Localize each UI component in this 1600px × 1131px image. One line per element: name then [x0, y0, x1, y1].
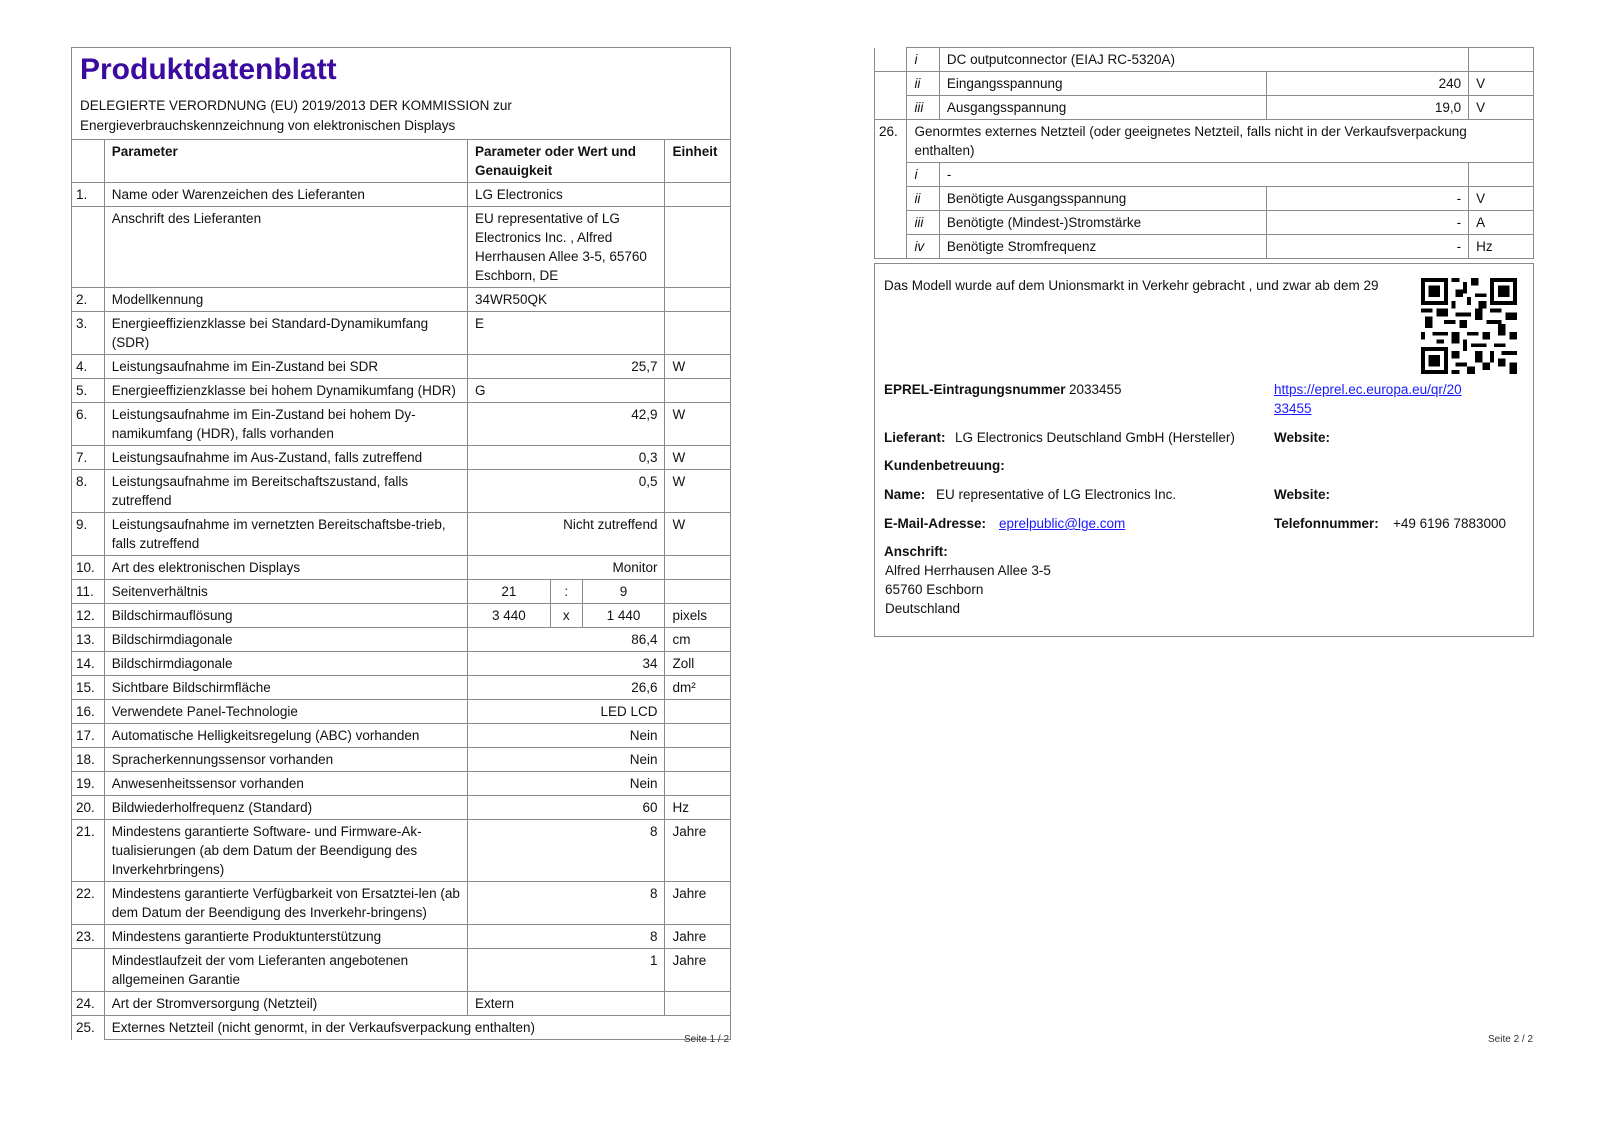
page-2-footer: Seite 2 / 2 [1488, 1034, 1534, 1045]
row-num: 10. [72, 556, 105, 580]
row-unit [665, 312, 731, 355]
row-param: Anwesenheitssensor vorhanden [104, 772, 467, 796]
row-num: 11. [72, 580, 105, 604]
row-num: 15. [72, 676, 105, 700]
table-row [72, 379, 731, 403]
row-param: Benötigte Ausgangsspannung [939, 187, 1266, 211]
row-unit [665, 183, 731, 207]
row-value: 42,9 [468, 403, 665, 446]
row-param: Anschrift des Lieferanten [104, 207, 467, 288]
row-num [875, 48, 907, 72]
table-row [72, 470, 731, 513]
row-unit: Jahre [665, 949, 731, 992]
row-param: Seitenverhältnis [104, 580, 467, 604]
header-num [72, 140, 105, 183]
row-num: 4. [72, 355, 105, 379]
row-index: ii [907, 187, 939, 211]
customer-service-label: Kundenbetreuung: [884, 458, 1005, 473]
row-value: 26,6 [468, 676, 665, 700]
row-unit [665, 748, 731, 772]
row-num: 2. [72, 288, 105, 312]
address-label: Anschrift: [884, 544, 948, 559]
table-row [72, 355, 731, 379]
eprel-info-box [874, 263, 1534, 637]
row-value: 8 [468, 882, 665, 925]
row-num: 25. [72, 1016, 105, 1040]
email-label: E-Mail-Adresse: [884, 516, 987, 531]
table-row [72, 207, 731, 288]
row-unit: Jahre [665, 820, 731, 882]
row-unit: V [1469, 72, 1534, 96]
row-param: Energieeffizienzklasse bei Standard-Dynamikumfang (SDR) [104, 312, 467, 355]
row-unit [665, 772, 731, 796]
row-value-b: 1 440 [582, 604, 665, 628]
row-value: 60 [468, 796, 665, 820]
row-num: 5. [72, 379, 105, 403]
row-param: Spracherkennungssensor vorhanden [104, 748, 467, 772]
table-row [72, 628, 731, 652]
row-param: Bildwiederholfrequenz (Standard) [104, 796, 467, 820]
product-data-table [71, 139, 731, 1040]
eprel-link-line-2[interactable]: 33455 [1274, 401, 1312, 416]
supplier-label: Lieferant: [884, 430, 946, 445]
row-unit [665, 580, 731, 604]
table-row [72, 446, 731, 470]
power-supply-table [874, 47, 1534, 259]
row-index: i [907, 163, 939, 187]
row-num: 20. [72, 796, 105, 820]
header-parameter: Parameter [104, 140, 467, 183]
row-unit: Jahre [665, 925, 731, 949]
row-unit: cm [665, 628, 731, 652]
phone-value: +49 6196 7883000 [1393, 516, 1506, 531]
row-param: Genormtes externes Netzteil (oder geeignetes Netzteil, falls nicht in der Verkaufsverpackung enthalten) [907, 120, 1534, 163]
row-unit [665, 379, 731, 403]
market-date-text: Das Modell wurde auf dem Unionsmarkt in Verkehr gebracht , und zwar ab dem 29 [884, 278, 1379, 293]
row-unit: W [665, 355, 731, 379]
row-value: 0,5 [468, 470, 665, 513]
row-value-a: 3 440 [468, 604, 551, 628]
row-unit: W [665, 470, 731, 513]
row-value: 8 [468, 820, 665, 882]
row-unit: W [665, 513, 731, 556]
email-link[interactable]: eprelpublic@lge.com [999, 516, 1126, 531]
row-value: G [468, 379, 665, 403]
header-value: Parameter oder Wert und Genauigkeit [468, 140, 665, 183]
row-num: 22. [72, 882, 105, 925]
row-index: i [907, 48, 939, 72]
row-num: 12. [72, 604, 105, 628]
table-row [875, 72, 1534, 96]
row-param: Mindestens garantierte Verfügbarkeit von Ersatztei-len (ab dem Datum der Beendigung des Inverkehr-bringens) [104, 882, 467, 925]
row-param: Leistungsaufnahme im Ein-Zustand bei hohem Dy-namikumfang (HDR), falls vorhanden [104, 403, 467, 446]
row-param: Energieeffizienzklasse bei hohem Dynamikumfang (HDR) [104, 379, 467, 403]
table-row [72, 992, 731, 1016]
row-separator: : [550, 580, 582, 604]
row-num: 7. [72, 446, 105, 470]
row-value: 86,4 [468, 628, 665, 652]
row-value: 0,3 [468, 446, 665, 470]
row-num [875, 211, 907, 235]
row-num: 13. [72, 628, 105, 652]
table-row [72, 312, 731, 355]
row-param: Art der Stromversorgung (Netzteil) [104, 992, 467, 1016]
row-unit [1469, 163, 1534, 187]
row-param: Mindestens garantierte Software- und Firmware-Ak-tualisierungen (ab dem Datum der Beendigung des Inverkehrbringens) [104, 820, 467, 882]
row-unit [665, 556, 731, 580]
table-row [72, 403, 731, 446]
row-param: Benötigte (Mindest-)Stromstärke [939, 211, 1266, 235]
row-value: Nein [468, 748, 665, 772]
row-value: LED LCD [468, 700, 665, 724]
row-param: Ausgangsspannung [939, 96, 1266, 120]
row-unit [665, 992, 731, 1016]
table-row [875, 187, 1534, 211]
website-label: Website: [1274, 430, 1331, 445]
regulation-line-2: Energieverbrauchskennzeichnung von elektronischen Displays [80, 117, 456, 133]
address-line-2: 65760 Eschborn [885, 582, 984, 597]
table-row [72, 882, 731, 925]
row-value-b: 9 [582, 580, 665, 604]
row-value: Monitor [468, 556, 665, 580]
row-value: - [1267, 187, 1469, 211]
table-row [72, 949, 731, 992]
row-num: 3. [72, 312, 105, 355]
row-param: Mindestlaufzeit der vom Lieferanten angebotenen allgemeinen Garantie [104, 949, 467, 992]
name-label: Name: [884, 487, 926, 502]
row-value: 1 [468, 949, 665, 992]
row-param: Benötigte Stromfrequenz [939, 235, 1266, 259]
row-num [875, 235, 907, 259]
table-row [875, 120, 1534, 163]
row-num: 19. [72, 772, 105, 796]
row-value: E [468, 312, 665, 355]
row-value: Nein [468, 772, 665, 796]
supplier-value: LG Electronics Deutschland GmbH (Hersteller) [955, 430, 1235, 445]
row-value: 34WR50QK [468, 288, 665, 312]
row-param: Verwendete Panel-Technologie [104, 700, 467, 724]
row-param: Sichtbare Bildschirmfläche [104, 676, 467, 700]
row-num: 9. [72, 513, 105, 556]
row-value: 25,7 [468, 355, 665, 379]
row-num: 23. [72, 925, 105, 949]
row-num: 18. [72, 748, 105, 772]
table-header-row [72, 140, 731, 183]
row-num [72, 207, 105, 288]
table-row [72, 748, 731, 772]
row-value: - [1267, 235, 1469, 259]
phone-label: Telefonnummer: [1274, 516, 1379, 531]
row-param: Leistungsaufnahme im Aus-Zustand, falls zutreffend [104, 446, 467, 470]
table-row [875, 96, 1534, 120]
row-unit [665, 288, 731, 312]
page-2 [874, 47, 1534, 259]
row-num: 24. [72, 992, 105, 1016]
page-1-footer: Seite 1 / 2 [684, 1034, 730, 1045]
row-unit: pixels [665, 604, 731, 628]
table-row [72, 772, 731, 796]
header-unit: Einheit [665, 140, 731, 183]
row-param: Eingangsspannung [939, 72, 1266, 96]
table-row [72, 820, 731, 882]
row-unit: W [665, 403, 731, 446]
page-title: Produktdatenblatt [80, 53, 337, 86]
row-param: Modellkennung [104, 288, 467, 312]
row-value: EU representative of LG Electronics Inc. , Alfred Herrhausen Allee 3-5, 65760 Eschborn, DE [468, 207, 665, 288]
table-row [875, 163, 1534, 187]
row-num [875, 163, 907, 187]
row-num: 17. [72, 724, 105, 748]
row-unit: V [1469, 187, 1534, 211]
row-value: Extern [468, 992, 665, 1016]
row-num: 14. [72, 652, 105, 676]
row-param: - [939, 163, 1468, 187]
table-row [875, 48, 1534, 72]
qr-code-icon[interactable] [1421, 278, 1517, 374]
eprel-link-line-1[interactable]: https://eprel.ec.europa.eu/qr/20 [1274, 382, 1462, 397]
table-row [72, 556, 731, 580]
table-row [72, 604, 731, 628]
row-unit [665, 700, 731, 724]
row-param: Name oder Warenzeichen des Lieferanten [104, 183, 467, 207]
row-value: 19,0 [1267, 96, 1469, 120]
row-separator: x [550, 604, 582, 628]
table-row [72, 183, 731, 207]
table-row [72, 288, 731, 312]
name-value: EU representative of LG Electronics Inc. [936, 487, 1177, 502]
eprel-label: EPREL-Eintragungsnummer [884, 382, 1066, 397]
page-1-header [71, 47, 731, 139]
row-num: 1. [72, 183, 105, 207]
table-row [72, 724, 731, 748]
row-param: Leistungsaufnahme im Ein-Zustand bei SDR [104, 355, 467, 379]
table-row [72, 1016, 731, 1040]
row-index: iii [907, 96, 939, 120]
table-row [72, 676, 731, 700]
row-unit: Jahre [665, 882, 731, 925]
row-num: 8. [72, 470, 105, 513]
row-value: 240 [1267, 72, 1469, 96]
address-line-1: Alfred Herrhausen Allee 3-5 [885, 563, 1051, 578]
row-unit: Zoll [665, 652, 731, 676]
table-row [72, 925, 731, 949]
table-row [72, 796, 731, 820]
row-unit [665, 724, 731, 748]
table-row [875, 211, 1534, 235]
row-value: - [1267, 211, 1469, 235]
table-row [72, 580, 731, 604]
row-num: 26. [875, 120, 907, 163]
row-param: Bildschirmdiagonale [104, 628, 467, 652]
row-param: DC outputconnector (EIAJ RC-5320A) [939, 48, 1468, 72]
row-param: Bildschirmauflösung [104, 604, 467, 628]
table-row [72, 513, 731, 556]
row-unit: W [665, 446, 731, 470]
row-num [875, 96, 907, 120]
row-value: 8 [468, 925, 665, 949]
eprel-number: 2033455 [1069, 382, 1122, 397]
row-param: Bildschirmdiagonale [104, 652, 467, 676]
row-value: 34 [468, 652, 665, 676]
row-num [875, 72, 907, 96]
row-param: Art des elektronischen Displays [104, 556, 467, 580]
table-row [72, 700, 731, 724]
row-value-a: 21 [468, 580, 551, 604]
row-index: iv [907, 235, 939, 259]
row-index: ii [907, 72, 939, 96]
table-row [875, 235, 1534, 259]
row-unit: Hz [1469, 235, 1534, 259]
row-num [875, 187, 907, 211]
row-param: Automatische Helligkeitsregelung (ABC) vorhanden [104, 724, 467, 748]
row-param: Leistungsaufnahme im vernetzten Bereitschaftsbe-trieb, falls zutreffend [104, 513, 467, 556]
website-label: Website: [1274, 487, 1331, 502]
regulation-line-1: DELEGIERTE VERORDNUNG (EU) 2019/2013 DER KOMMISSION zur [80, 98, 512, 113]
row-unit: A [1469, 211, 1534, 235]
address-line-3: Deutschland [885, 601, 961, 616]
row-unit [665, 207, 731, 288]
table-row [72, 652, 731, 676]
row-num: 6. [72, 403, 105, 446]
row-param: Leistungsaufnahme im Bereitschaftszustand, falls zutreffend [104, 470, 467, 513]
row-param: Mindestens garantierte Produktunterstützung [104, 925, 467, 949]
row-unit: V [1469, 96, 1534, 120]
row-num: 16. [72, 700, 105, 724]
row-value: Nicht zutreffend [468, 513, 665, 556]
row-unit: dm² [665, 676, 731, 700]
row-value: Nein [468, 724, 665, 748]
page-1 [71, 47, 731, 1040]
row-unit [1469, 48, 1534, 72]
row-num: 21. [72, 820, 105, 882]
row-value: LG Electronics [468, 183, 665, 207]
row-num [72, 949, 105, 992]
row-index: iii [907, 211, 939, 235]
row-unit: Hz [665, 796, 731, 820]
row-param: Externes Netzteil (nicht genormt, in der Verkaufsverpackung enthalten) [104, 1016, 730, 1040]
